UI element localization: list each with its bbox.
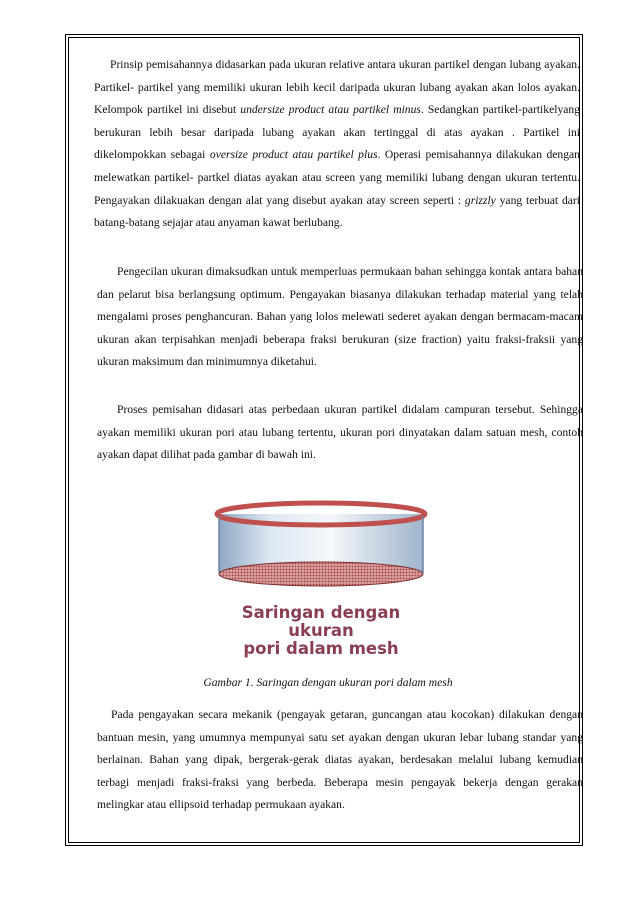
sieve-figure — [207, 496, 435, 656]
figure-caption: Gambar 1. Saringan dengan ukuran pori dalam mesh — [203, 676, 453, 689]
paragraph-mechanical-sieving: Pada pengayakan secara mekanik (pengayak getaran, guncangan atau kocokan) dilakukan dengan bantuan mesin, yang umumnya mempunyai satu set ayakan dengan ukuran lebar lubang standar yang berlainan. Bahan yang dipak, bergerak-gerak diatas ayakan, berdesakan melalui lubang kemudian terbagi menjadi fraksi-fraksi yang berbeda. Beberapa mesin pengayak bekerja dengan gerakan melingkar atau ellipsoid terhadap permukaan ayakan. — [97, 708, 583, 812]
p1-text-1: Prinsip pemisahannya didasarkan pada ukuran relative antara ukuran partikel dengan lubang ayakan. Partikel- partikel yang memiliki ukuran lebih kecil daripada ukuran lubang ayakan akan lolos ayakan. Kelompok partikel ini disebut — [94, 58, 580, 117]
p1-emph-grizzly: grizzly — [464, 193, 496, 207]
paragraph-sieving-principle — [94, 54, 580, 235]
p1-text-2: . Sedangkan partikel-partikelyang berukuran lebih besar daripada lubang ayakan akan tertinggal di atas ayakan . Partikel ini dikelompokkan sebagai — [94, 103, 580, 162]
paragraph-separation-process: Proses pemisahan didasari atas perbedaan ukuran partikel didalam campuran tersebut. Sehingga ayakan memiliki ukuran pori atau lubang tertentu, ukuran pori dinyatakan dalam satuan mesh, contoh ayakan dapat dilihat pada gambar di bawah ini. — [97, 403, 583, 462]
sieve-label — [207, 604, 435, 658]
sieve-label-line-1: Saringan dengan ukuran — [241, 603, 401, 640]
p1-emph-undersize: undersize product atau partikel minus — [240, 103, 421, 117]
p1-emph-oversize: oversize product atau partikel plus — [209, 148, 378, 162]
p1-text-4: yang terbuat dari batang-batang sejajar atau anyaman kawat berlubang. — [94, 193, 580, 230]
p1-text-3: . Operasi pemisahannya dilakukan dengan melewatkan partikel- partkel diatas ayakan atau screen yang memiliki lubang dengan ukuran tertentu. Pengayakan dilakuakan dengan alat yang disebut ayakan atay screen seperti : — [94, 148, 580, 207]
paragraph-size-reduction: Pengecilan ukuran dimaksudkan untuk memperluas permukaan bahan sehingga kontak antara bahan dan pelarut bisa berlangsung optimum. Pengayakan biasanya dilakukan terhadap material yang telah mengalami proses penghancuran. Bahan yang lolos melewati sederet ayakan dengan bermacam-macam ukuran akan terpisahkan menjadi beberapa fraksi berukuran (size fraction) yaitu fraksi-fraksii yang ukuran maksimum dan minimumnya diketahui. — [97, 265, 583, 369]
sieve-label-line-2: pori dalam mesh — [243, 639, 399, 658]
sieve-mesh — [219, 562, 423, 586]
